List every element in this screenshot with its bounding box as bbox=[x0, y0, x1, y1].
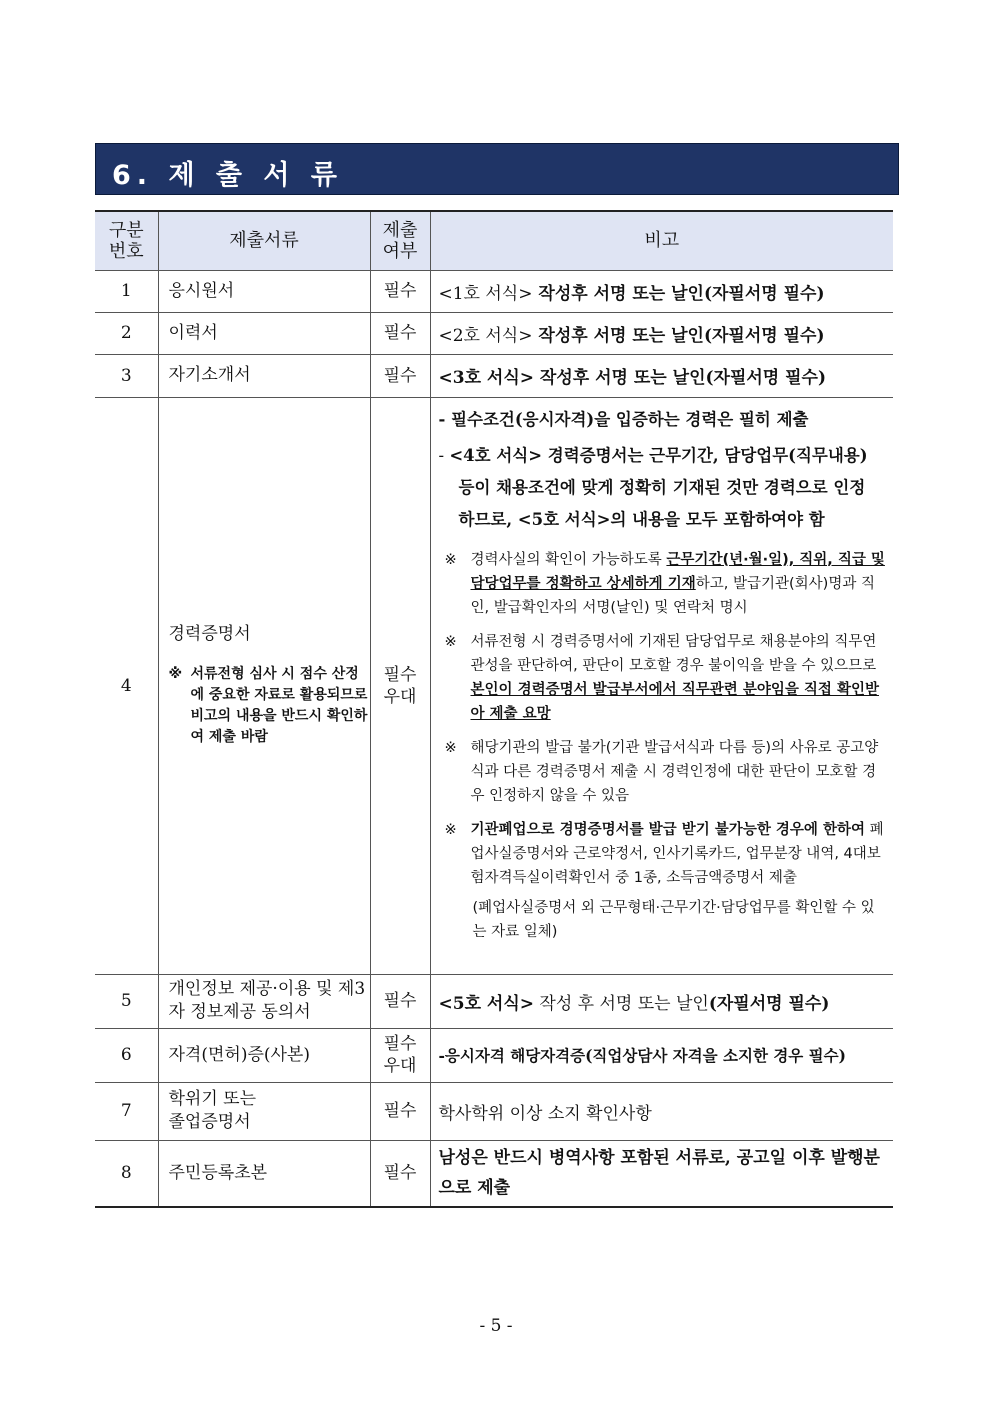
row-doc: 자기소개서 bbox=[158, 354, 370, 397]
table-row bbox=[95, 270, 893, 312]
reference-mark: ※ bbox=[168, 666, 183, 682]
ref-text: 해당기관의 발급 불가(기관 발급서식과 다름 등)의 사유로 공고양식과 다른 경력증명서 제출 시 경력인정에 대한 판단이 모호할 경우 인정하지 않을 수 있음 bbox=[470, 739, 879, 804]
form-ref: <3호 서식> bbox=[438, 368, 535, 388]
row-req: 필수 우대 bbox=[370, 397, 430, 974]
row-num: 3 bbox=[95, 354, 158, 397]
row-doc: 이력서 bbox=[158, 312, 370, 354]
header-doc-label: 제출서류 bbox=[229, 230, 299, 252]
row-req: 필수 bbox=[370, 354, 430, 397]
form-ref: <2호 서식> bbox=[438, 325, 533, 346]
header-num-label: 구분 번호 bbox=[108, 219, 144, 262]
reference-mark: ※ bbox=[444, 551, 457, 568]
table-header-row bbox=[95, 211, 893, 270]
page-number: - 5 - bbox=[479, 1316, 513, 1336]
form-ref: <1호 서식> bbox=[438, 283, 533, 304]
row-num: 4 bbox=[95, 397, 158, 974]
note-text: 작성후 서명 또는 날인(자필서명 필수) bbox=[532, 325, 825, 346]
ref-text: 경력사실의 확인이 가능하도록 bbox=[470, 551, 667, 568]
reference-mark: ※ bbox=[444, 821, 457, 838]
ref-bold: 기관폐업으로 경명증명서를 발급 받기 불가능한 경우에 한하여 bbox=[470, 821, 865, 838]
row-note bbox=[430, 312, 893, 354]
row-doc: 주민등록초본 bbox=[158, 1140, 370, 1207]
note-text: 작성 후 서명 또는 날인 bbox=[534, 993, 709, 1014]
reference-note-2 bbox=[439, 630, 888, 726]
form-ref: <5호 서식> bbox=[438, 993, 535, 1014]
row-num: 2 bbox=[95, 312, 158, 354]
table-row bbox=[95, 1028, 893, 1082]
row-note bbox=[430, 397, 893, 974]
note-text: 남성은 반드시 병역사항 포함된 서류로, 공고일 이후 발행분으로 제출 bbox=[438, 1148, 880, 1199]
doc-name: 경력증명서 bbox=[168, 624, 251, 644]
doc-warning-text: 서류전형 심사 시 점수 산정에 중요한 자료로 활용되므로 비고의 내용을 반드시 확인하여 제출 바람 bbox=[190, 666, 368, 745]
header-req-label: 제출 여부 bbox=[382, 219, 418, 262]
section-header bbox=[95, 143, 899, 195]
note-text: 작성후 서명 또는 날인(자필서명 필수) bbox=[534, 368, 827, 388]
row-req: 필수 bbox=[370, 974, 430, 1028]
ref-text: 서류전형 시 경력증명서에 기재된 담당업무로 채용분야의 직무연관성을 판단하여, 판단이 모호할 경우 불이익을 받을 수 있으므로 bbox=[470, 633, 877, 674]
note-text: -응시자격 해당자격증(직업상담사 자격을 소지한 경우 필수) bbox=[438, 1046, 846, 1065]
table-row bbox=[95, 312, 893, 354]
row-doc: 개인정보 제공·이용 및 제3자 정보제공 동의서 bbox=[158, 974, 370, 1028]
table-row bbox=[95, 974, 893, 1028]
header-num bbox=[95, 211, 158, 270]
reference-note-1 bbox=[439, 548, 888, 620]
row-req: 필수 우대 bbox=[370, 1028, 430, 1082]
row-doc bbox=[158, 397, 370, 974]
table-row bbox=[95, 1082, 893, 1140]
row-note bbox=[430, 354, 893, 397]
row-req: 필수 bbox=[370, 1140, 430, 1207]
header-note bbox=[430, 211, 893, 270]
note-dash-2-cont: 등이 채용조건에 맞게 정확히 기재된 것만 경력으로 인정 bbox=[458, 477, 866, 497]
note-dash-1: - 필수조건(응시자격)을 입증하는 경력은 필히 제출 bbox=[438, 409, 809, 429]
note-bold: (자필서명 필수) bbox=[708, 993, 830, 1014]
closure-note: (폐업사실증명서 외 근무형태·근무기간·담당업무를 확인할 수 있는 자료 일체) bbox=[472, 899, 875, 940]
row-note bbox=[430, 1140, 893, 1207]
table-row-career bbox=[95, 397, 893, 974]
reference-note-4 bbox=[439, 818, 888, 890]
ref-text: 하고, 발급기관(회사)명과 직인, 발급확인자의 서명(날인) 및 연락처 명시 bbox=[470, 575, 875, 616]
row-doc: 응시원서 bbox=[158, 270, 370, 312]
row-num: 6 bbox=[95, 1028, 158, 1082]
row-req: 필수 bbox=[370, 1082, 430, 1140]
reference-mark: ※ bbox=[444, 739, 457, 756]
ref-underlined: 본인이 경력증명서 발급부서에서 직무관련 분야임을 직접 확인받아 제출 요망 bbox=[470, 681, 879, 722]
table-row bbox=[95, 1140, 893, 1207]
row-req: 필수 bbox=[370, 270, 430, 312]
reference-mark: ※ bbox=[444, 633, 457, 650]
row-num: 1 bbox=[95, 270, 158, 312]
section-title: 6. 제 출 서 류 bbox=[112, 160, 343, 191]
form-ref: <4호 서식> bbox=[449, 445, 543, 465]
documents-table bbox=[95, 210, 893, 1208]
reference-note-3 bbox=[439, 736, 888, 808]
note-text: 경력증명서는 근무기간, 담당업무(직무내용) bbox=[542, 445, 868, 465]
note-text: 작성후 서명 또는 날인(자필서명 필수) bbox=[532, 283, 825, 304]
row-note bbox=[430, 270, 893, 312]
header-req bbox=[370, 211, 430, 270]
row-note bbox=[430, 1028, 893, 1082]
table-row bbox=[95, 354, 893, 397]
ref-underlined: 근무기간(년·월·일), 직위, 직급 및 담당업무를 정확하고 상세하게 기재 bbox=[470, 551, 885, 592]
row-doc: 자격(면허)증(사본) bbox=[158, 1028, 370, 1082]
doc-warning bbox=[169, 664, 370, 748]
note-dash-2-cont: 하므로, <5호 서식>의 내용을 모두 포함하여야 함 bbox=[458, 509, 825, 529]
row-note bbox=[430, 974, 893, 1028]
row-doc: 학위기 또는 졸업증명서 bbox=[158, 1082, 370, 1140]
row-req: 필수 bbox=[370, 312, 430, 354]
row-num: 8 bbox=[95, 1140, 158, 1207]
header-doc bbox=[158, 211, 370, 270]
row-num: 5 bbox=[95, 974, 158, 1028]
ref-text: 폐업사실증명서와 근로약정서, 인사기록카드, 업무분장 내역, 4대보험자격득실이력확인서 중 1종, 소득금액증명서 제출 bbox=[470, 821, 884, 886]
row-num: 7 bbox=[95, 1082, 158, 1140]
header-note-label: 비고 bbox=[644, 230, 680, 252]
dash-mark: - bbox=[438, 445, 450, 465]
row-note: 학사학위 이상 소지 확인사항 bbox=[430, 1082, 893, 1140]
note-dash-2 bbox=[439, 440, 888, 472]
